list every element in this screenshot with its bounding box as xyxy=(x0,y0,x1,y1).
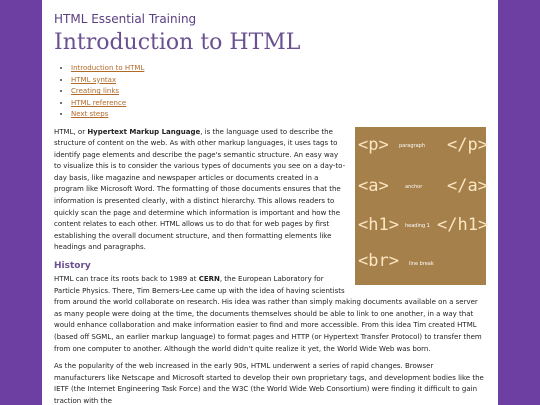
figure-tag-close-a: </a> xyxy=(447,175,488,196)
figure-caption-line-break: line break xyxy=(409,260,434,267)
intro-text-rest: , is the language used to describe the structure of content on the web. As with other markup languages, it uses tags to identify page elements and describe the page's semantic structure. An easy way to visualize this is to consider the various types of documents you see on a day-to-day basis, like magazine and newspaper articles or documents created in a program like Microsoft Word. The formatting of those documents ensures that the information is presented clearly, with a distinct hierarchy. This allows readers to quickly scan the page and determine which information is important and how the content relates to each other. HTML allows us to do that for web pages by first establishing the overall document structure, and then formatting elements like headings and paragraphs. xyxy=(54,127,346,252)
figure-tag-close-h1: </h1> xyxy=(437,214,489,235)
figure-tag-open-p: <p> xyxy=(358,134,389,155)
history-term: CERN xyxy=(198,275,220,284)
history-heading: History xyxy=(54,261,91,272)
toc-item xyxy=(71,75,486,87)
html-tags-figure xyxy=(355,127,489,285)
figure-tag-br: <br> xyxy=(358,250,399,271)
table-of-contents xyxy=(54,63,486,121)
history-text: HTML can trace its roots back to 1989 at xyxy=(54,275,199,284)
intro-text: HTML, or xyxy=(54,127,88,136)
figure-tag-open-a: <a> xyxy=(358,175,389,196)
site-title: HTML Essential Training xyxy=(54,12,197,26)
toc-link-reference[interactable]: HTML reference xyxy=(71,98,127,107)
figure-caption-anchor: anchor xyxy=(405,183,423,190)
history-paragraph-2: As the popularity of the web increased in the early 90s, HTML underwent a series of rapid changes. Browser manufacturers like Netscape and Microsoft started to develop their own proprietary tags, and development bodies like the IETF (the Internet Engineering Task Force) and the W3C (the World Wide Web Consortium) were finding it difficult to gain traction with the xyxy=(54,362,484,405)
figure-caption-heading: heading 1 xyxy=(405,222,430,229)
toc-link-syntax[interactable]: HTML syntax xyxy=(71,75,117,84)
figure-caption-paragraph: paragraph xyxy=(399,142,425,149)
toc-item xyxy=(71,63,486,75)
toc-link-introduction[interactable]: Introduction to HTML xyxy=(71,64,145,72)
page xyxy=(42,0,498,405)
page-content xyxy=(42,0,498,405)
toc-item xyxy=(71,98,486,110)
figure-tag-close-p: </p> xyxy=(447,134,488,155)
toc-item xyxy=(71,86,486,98)
toc-item xyxy=(71,109,486,121)
toc-link-links[interactable]: Creating links xyxy=(71,87,120,95)
page-title: Introduction to HTML xyxy=(54,30,301,55)
intro-term: Hypertext Markup Language xyxy=(87,127,201,136)
figure-tag-open-h1: <h1> xyxy=(358,214,399,235)
history-paragraph-1 xyxy=(54,274,486,355)
history-text-rest: , the European Laboratory for Particle Physics. There, Tim Berners-Lee came up with the idea of having scientists from around the world collaborate on research. His idea was rather than simply making documents available on a server as many people were doing at the time, the documents themselves should be able to link to one another, in a way that would enhance collaboration and make information easier to find and more accessible. From this idea Tim created HTML (based off SGML, an earlier markup language) to format pages and HTTP (or Hypertext Transfer Protocol) to transfer them from one computer to another. Although the world didn't quite realize it yet, the World Wide Web was born. xyxy=(54,275,482,353)
toc-link-next-steps[interactable]: Next steps xyxy=(71,110,109,118)
